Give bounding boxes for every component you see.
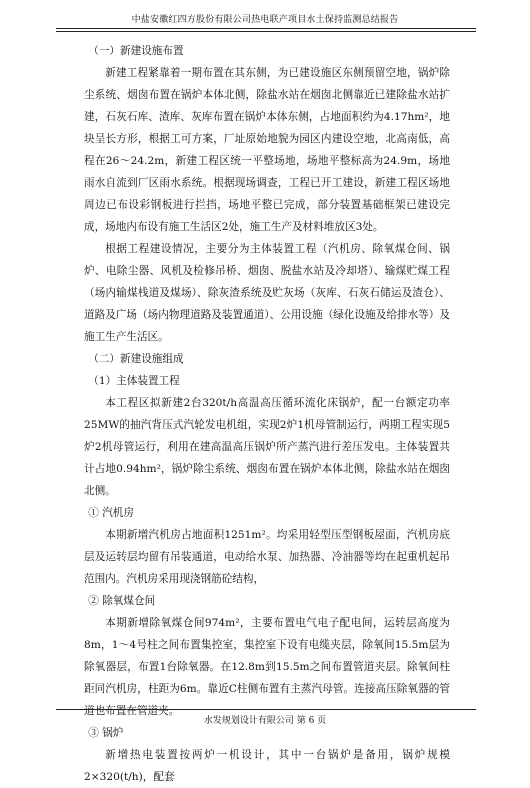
page-header: 中盐安徽红四方股份有限公司热电联产项目水土保持监测总结报告 xyxy=(131,15,399,25)
paragraph-main-units: 本工程区拟新建2台320t/h高温高压循环流化床锅炉，配一台额定功率25MW的抽汽背压式汽轮发电机组，实现2炉1机母管制运行，两期工程实现5炉2机母管运行，利用在建高温高压锅炉所产蒸汽进行差压发电。主体装置共计占地0.94hm²，锅炉除尘系统、烟囱布置在锅炉本体北侧，除盐水站在烟囱北侧。 xyxy=(84,397,450,497)
subsection-heading-main-units: （1）主体装置工程 xyxy=(88,375,180,387)
header-rule-thin xyxy=(56,31,476,32)
body-text xyxy=(84,40,450,788)
header-rule xyxy=(56,28,476,29)
paragraph-boiler: 新增热电装置按两炉一机设计，其中一台锅炉是备用，锅炉规模2×320(t/h)，配套 xyxy=(84,749,450,783)
paragraph-deaerator-bunker: 本期新增除氧煤仓间974m²，主要布置电气电子配电间，运转层高度为8m，1～4号柱之间布置集控室，集控室下设有电缆夹层，除氧间15.5m层为除氧器层，布置1台除氧器。在12.8m到15.5m之间布置管道夹层。除氧间柱距同汽机房，柱距为6m。靠近C柱侧布置有主蒸汽母管。连接高压除氧器的管道也布置在管道夹。 xyxy=(84,617,450,717)
item-heading-turbine-house: ① 汽机房 xyxy=(88,507,134,519)
footer-rule xyxy=(56,709,476,710)
paragraph-project-composition: 根据工程建设情况，主要分为主体装置工程（汽机房、除氧煤仓间、锅炉、电除尘器、风机及检修吊桥、烟囱、脱盐水站及冷却塔）、输煤贮煤工程（场内输煤栈道及煤场）、除灰渣系统及贮灰场（灰库、石灰石储运及渣仓）、道路及广场（场内物理道路及装置通道）、公用设施（绿化设施及给排水等）及施工生产生活区。 xyxy=(84,243,450,343)
item-heading-deaerator-bunker: ② 除氧煤仓间 xyxy=(88,595,156,607)
paragraph-turbine-house: 本期新增汽机房占地面积1251m²。均采用轻型压型钢板屋面，汽机房底层及运转层均留有吊装通道，电动给水泵、加热器、冷油器等均在起重机起吊范围内。汽机房采用现浇钢筋砼结构， xyxy=(84,529,450,585)
section-heading-new-facilities-layout: （一）新建设施布置 xyxy=(88,45,184,57)
item-heading-boiler: ③ 锅炉 xyxy=(88,727,124,739)
paragraph-layout-description: 新建工程紧靠着一期布置在其东侧，为已建设施区东侧预留空地，锅炉除尘系统、烟囱布置在锅炉本体北侧，除盐水站在烟囱北侧靠近已建除盐水站扩建，石灰石库、渣库、灰库布置在锅炉本体东侧，占地面积约为4.17hm²，地块呈长方形，根据工可方案，厂址原始地貌为园区内建设空地，北高南低，高程在26～24.2m，新建工程区统一平整场地，场地平整标高为24.9m，场地雨水自流到厂区雨水系统。根据现场调查，工程已开工建设，新建工程区场地周边已布设彩钢板进行拦挡，场地平整已完成，部分装置基础框架已建设完成，场地内布设有施工生活区2处，施工生产及材料堆放区3处。 xyxy=(84,67,450,233)
section-heading-new-facilities-composition: （二）新建设施组成 xyxy=(88,353,184,365)
page-footer: 水发规划设计有限公司 第 6 页 xyxy=(203,716,327,726)
